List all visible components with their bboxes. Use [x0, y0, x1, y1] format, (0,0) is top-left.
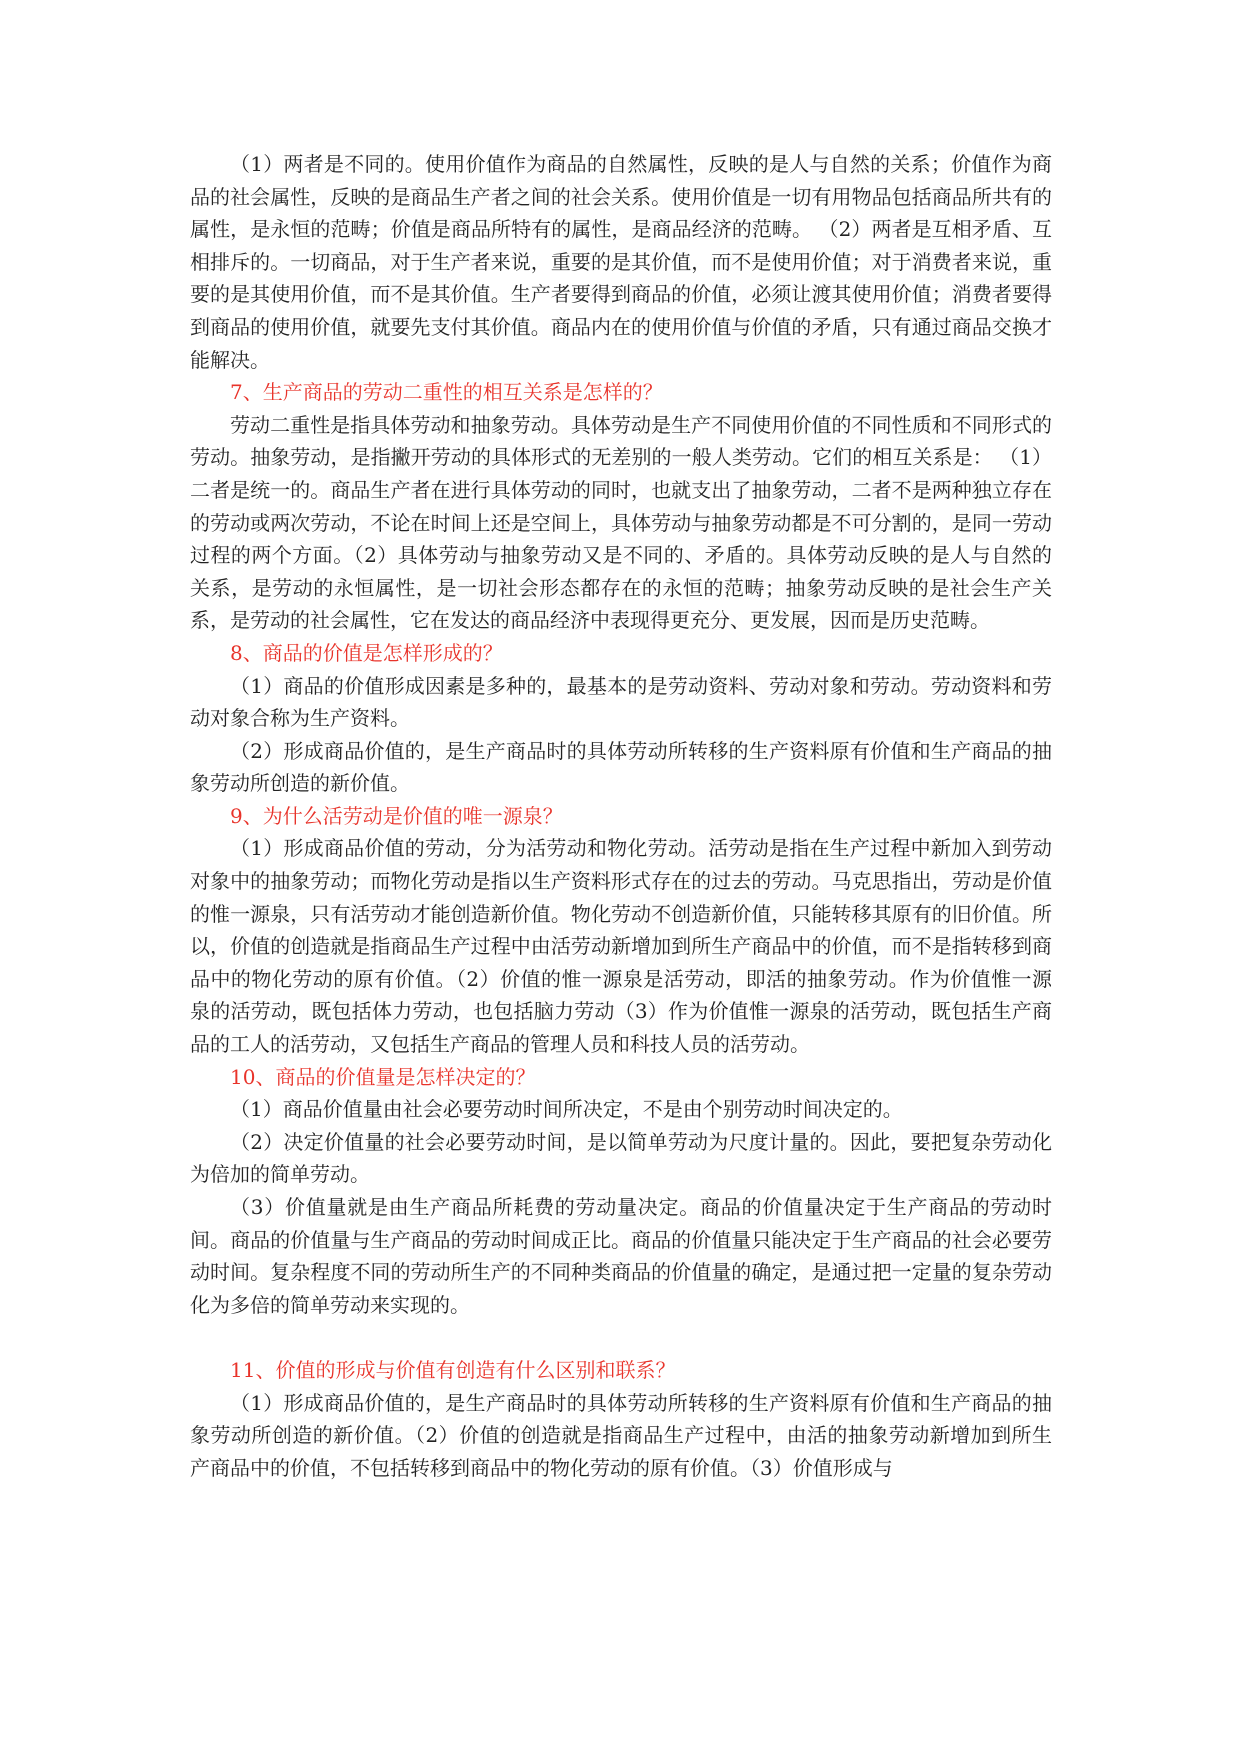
paragraph-value-magnitude-2: （2）决定价值量的社会必要劳动时间，是以简单劳动为尺度计量的。因此，要把复杂劳动化为倍加的简单劳动。: [190, 1129, 1052, 1187]
paragraph-value-formation-2: （2）形成商品价值的，是生产商品时的具体劳动所转移的生产资料原有价值和生产商品的抽象劳动所创造的新价值。: [190, 738, 1052, 796]
question-heading-9: 9、为什么活劳动是价值的唯一源泉？: [230, 803, 563, 828]
question-heading-7: 7、生产商品的劳动二重性的相互关系是怎样的？: [230, 380, 663, 405]
paragraph-value-creation: （1）形成商品价值的，是生产商品时的具体劳动所转移的生产资料原有价值和生产商品的抽象劳动所创造的新价值。（2）价值的创造就是指商品生产过程中，由活的抽象劳动新增加到所生产商品中的价值，不包括转移到商品中的物化劳动的原有价值。（3）价值形成与: [190, 1390, 1052, 1480]
document-body: [190, 148, 1052, 1484]
question-heading-8: 8、商品的价值是怎样形成的？: [230, 640, 503, 665]
paragraph-value-magnitude-3: （3）价值量就是由生产商品所耗费的劳动量决定。商品的价值量决定于生产商品的劳动时间。商品的价值量与生产商品的劳动时间成正比。商品的价值量只能决定于生产商品的社会必要劳动时间。复杂程度不同的劳动所生产的不同种类商品的价值量的确定，是通过把一定量的复杂劳动化为多倍的简单劳动来实现的。: [190, 1195, 1052, 1317]
paragraph-value-formation-1: （1）商品的价值形成因素是多种的，最基本的是劳动资料、劳动对象和劳动。劳动资料和劳动对象合称为生产资料。: [190, 673, 1052, 731]
paragraph-living-labor: （1）形成商品价值的劳动，分为活劳动和物化劳动。活劳动是指在生产过程中新加入到劳动对象中的抽象劳动；而物化劳动是指以生产资料形式存在的过去的劳动。马克思指出，劳动是价值的惟一源泉，只有活劳动才能创造新价值。物化劳动不创造新价值，只能转移其原有的旧价值。所以，价值的创造就是指商品生产过程中由活劳动新增加到所生产商品中的价值，而不是指转移到商品中的物化劳动的原有价值。（2）价值的惟一源泉是活劳动，即活的抽象劳动。作为价值惟一源泉的活劳动，既包括体力劳动，也包括脑力劳动（3）作为价值惟一源泉的活劳动，既包括生产商品的工人的活劳动，又包括生产商品的管理人员和科技人员的活劳动。: [190, 836, 1052, 1057]
paragraph-dual-nature-of-labor: 劳动二重性是指具体劳动和抽象劳动。具体劳动是生产不同使用价值的不同性质和不同形式的劳动。抽象劳动，是指撇开劳动的具体形式的无差别的一般人类劳动。它们的相互关系是： （1）二者是统一的。商品生产者在进行具体劳动的同时，也就支出了抽象劳动，二者不是两种独立存在的劳动或两次劳动，不论在时间上还是空间上，具体劳动与抽象劳动都是不可分割的，是同一劳动过程的两个方面。（2）具体劳动与抽象劳动又是不同的、矛盾的。具体劳动反映的是人与自然的关系，是劳动的永恒属性，是一切社会形态都存在的永恒的范畴；抽象劳动反映的是社会生产关系，是劳动的社会属性，它在发达的商品经济中表现得更充分、更发展，因而是历史范畴。: [190, 412, 1052, 633]
question-heading-10: 10、商品的价值量是怎样决定的？: [230, 1064, 536, 1089]
paragraph-value-magnitude-1: （1）商品价值量由社会必要劳动时间所决定，不是由个别劳动时间决定的。: [230, 1097, 903, 1122]
question-heading-11: 11、价值的形成与价值有创造有什么区别和联系？: [230, 1357, 676, 1382]
blank-line: [190, 1321, 1052, 1354]
paragraph-use-value-vs-value: （1）两者是不同的。使用价值作为商品的自然属性，反映的是人与自然的关系；价值作为商品的社会属性，反映的是商品生产者之间的社会关系。使用价值是一切有用物品包括商品所共有的属性，是永恒的范畴；价值是商品所特有的属性，是商品经济的范畴。 （2）两者是互相矛盾、互相排斥的。一切商品，对于生产者来说，重要的是其价值，而不是使用价值；对于消费者来说，重要的是其使用价值，而不是其价值。生产者要得到商品的价值，必须让渡其使用价值；消费者要得到商品的使用价值，就要先支付其价值。商品内在的使用价值与价值的矛盾，只有通过商品交换才能解决。: [190, 152, 1052, 372]
